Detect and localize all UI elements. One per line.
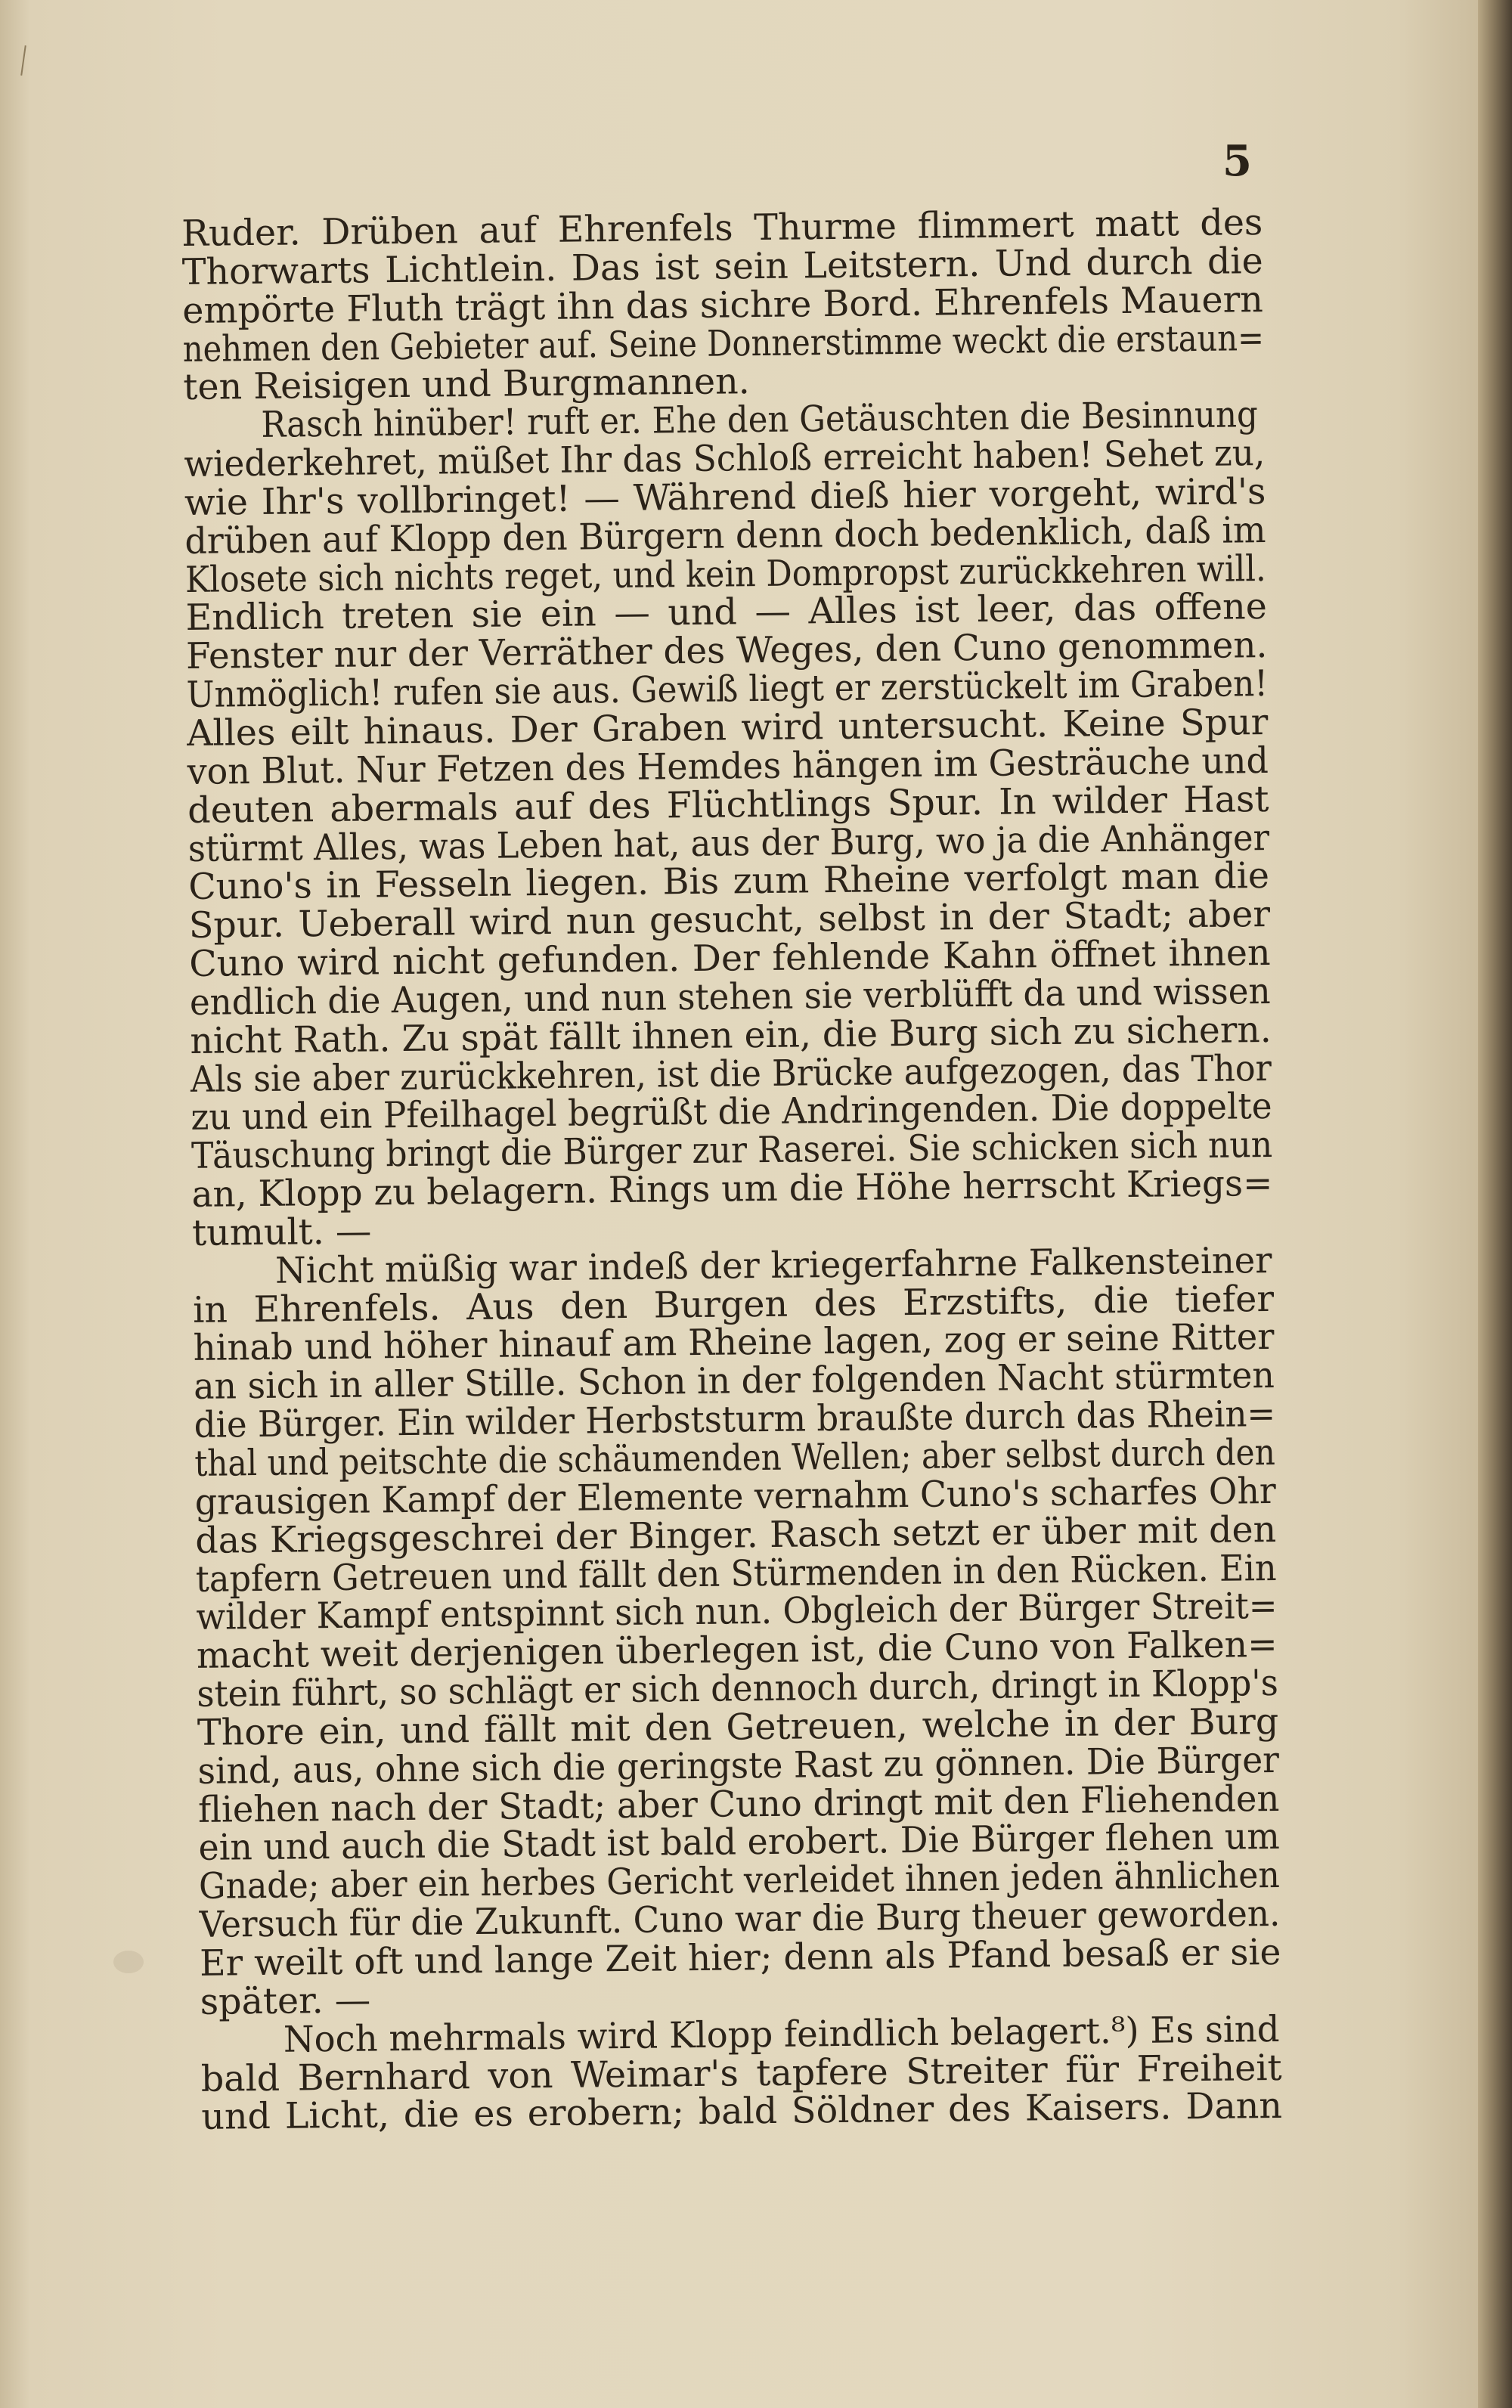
text-line: wilder Kampf entspinnt sich nun. Obgleich der Bürger Streit= <box>196 1585 1278 1639</box>
text-line: bald Bernhard von Weimar's tapfere Streiter für Freiheit <box>200 2047 1282 2100</box>
text-line: in Ehrenfels. Aus den Burgen des Erzstifts, die tiefer <box>192 1278 1275 1331</box>
text-line: Noch mehrmals wird Klopp feindlich belagert.⁸) Es sind <box>283 2008 1280 2061</box>
text-line: Spur. Ueberall wird nun gesucht, selbst in der Stadt; aber <box>188 894 1271 947</box>
text-line: Thorwarts Lichtlein. Das ist sein Leitstern. Und durch die <box>181 240 1263 293</box>
text-line: wie Ihr's vollbringet! — Während dieß hier vorgeht, wird's <box>184 470 1266 524</box>
text-line: drüben auf Klopp den Bürgern denn doch bedenklich, daß im <box>184 509 1266 562</box>
text-line: Als sie aber zurückkehren, ist die Brücke aufgezogen, das Thor <box>190 1047 1272 1101</box>
text-line: Unmöglich! rufen sie aus. Gewiß liegt er zerstückelt im Graben! <box>186 663 1269 717</box>
text-line: nicht Rath. Zu spät fällt ihnen ein, die Burg sich zu sichern. <box>190 1009 1272 1062</box>
text-line: an sich in aller Stille. Schon in der folgenden Nacht stürmten <box>193 1355 1275 1409</box>
text-line: stein führt, so schlägt er sich dennoch durch, dringt in Klopp's <box>197 1662 1279 1715</box>
text-line: tapfern Getreuen und fällt den Stürmenden in den Rücken. Ein <box>195 1547 1277 1601</box>
text-line: Endlich treten sie ein — und — Alles ist leer, das offene <box>185 586 1268 640</box>
text-line: von Blut. Nur Fetzen des Hemdes hängen im Gesträuche und <box>187 739 1269 793</box>
text-line: Klosete sich nichts reget, und kein Dompropst zurückkehren will. <box>184 547 1266 601</box>
text-line: hinab und höher hinauf am Rheine lagen, zog er seine Ritter <box>193 1316 1275 1370</box>
text-line: später. — <box>200 1979 371 2023</box>
text-line: Täuschung bringt die Bürger zur Raserei. Sie schicken sich nun <box>191 1124 1273 1178</box>
text-line: ein und auch die Stadt ist bald erobert. Die Bürger flehen um <box>198 1816 1280 1870</box>
text-line: Alles eilt hinaus. Der Graben wird untersucht. Keine Spur <box>186 701 1269 755</box>
text-line: ten Reisigen und Burgmannen. <box>183 361 751 409</box>
text-line: das Kriegsgeschrei der Binger. Rasch setzt er über mit den <box>195 1508 1277 1562</box>
body-text <box>181 204 1283 2137</box>
text-line: Ruder. Drüben auf Ehrenfels Thurme flimmert matt des <box>181 202 1263 255</box>
text-line: fliehen nach der Stadt; aber Cuno dringt mit den Fliehenden <box>197 1777 1280 1831</box>
page-number: 5 <box>1222 136 1252 186</box>
text-line: Thore ein, und fällt mit den Getreuen, welche in der Burg <box>197 1700 1279 1754</box>
text-line: an, Klopp zu belagern. Rings um die Höhe herrscht Kriegs= <box>191 1163 1273 1216</box>
text-line: tumult. — <box>191 1210 372 1254</box>
text-line: sind, aus, ohne sich die geringste Rast zu gönnen. Die Bürger <box>197 1739 1280 1793</box>
text-line: Fenster nur der Verräther des Weges, den Cuno genommen. <box>185 624 1268 678</box>
book-page-edge <box>1478 0 1512 2408</box>
text-line: grausigen Kampf der Elemente vernahm Cuno's scharfes Ohr <box>194 1470 1277 1523</box>
text-line: Cuno's in Fesseln liegen. Bis zum Rheine verfolgt man die <box>188 855 1270 909</box>
paper-smudge <box>113 1951 144 1973</box>
text-line: endlich die Augen, und nun stehen sie verblüfft da und wissen <box>189 970 1271 1024</box>
text-line: thal und peitschte die schäumenden Wellen; aber selbst durch den <box>194 1431 1276 1485</box>
text-line: Er weilt oft und lange Zeit hier; denn als Pfand besaß er sie <box>199 1931 1281 1985</box>
text-line: die Bürger. Ein wilder Herbststurm braußte durch das Rhein= <box>194 1393 1276 1447</box>
text-line: Nicht müßig war indeß der kriegerfahrne Falkensteiner <box>274 1239 1272 1292</box>
text-line: macht weit derjenigen überlegen ist, die Cuno von Falken= <box>196 1624 1278 1678</box>
text-line: nehmen den Gebieter auf. Seine Donnerstimme weckt die erstaun= <box>182 317 1265 370</box>
text-line: deuten abermals auf des Flüchtlings Spur. In wilder Hast <box>187 778 1269 832</box>
text-line: Cuno wird nicht gefunden. Der fehlende Kahn öffnet ihnen <box>189 932 1271 985</box>
text-line: Gnade; aber ein herbes Gericht verleidet ihnen jeden ähnlichen <box>198 1855 1281 1908</box>
text-line: stürmt Alles, was Leben hat, aus der Burg, wo ja die Anhänger <box>187 817 1270 870</box>
text-line: Rasch hinüber! ruft er. Ehe den Getäuschten die Besinnung <box>261 394 1259 447</box>
text-line: empörte Fluth trägt ihn das sichre Bord. Ehrenfels Mauern <box>182 278 1264 332</box>
text-line: wiederkehret, müßet Ihr das Schloß erreicht haben! Sehet zu, <box>184 432 1266 486</box>
text-line: und Licht, die es erobern; bald Söldner des Kaisers. Dann <box>201 2085 1283 2139</box>
text-line: zu und ein Pfeilhagel begrüßt die Andringenden. Die doppelte <box>191 1086 1272 1139</box>
text-line: Versuch für die Zukunft. Cuno war die Burg theuer geworden. <box>199 1893 1281 1946</box>
